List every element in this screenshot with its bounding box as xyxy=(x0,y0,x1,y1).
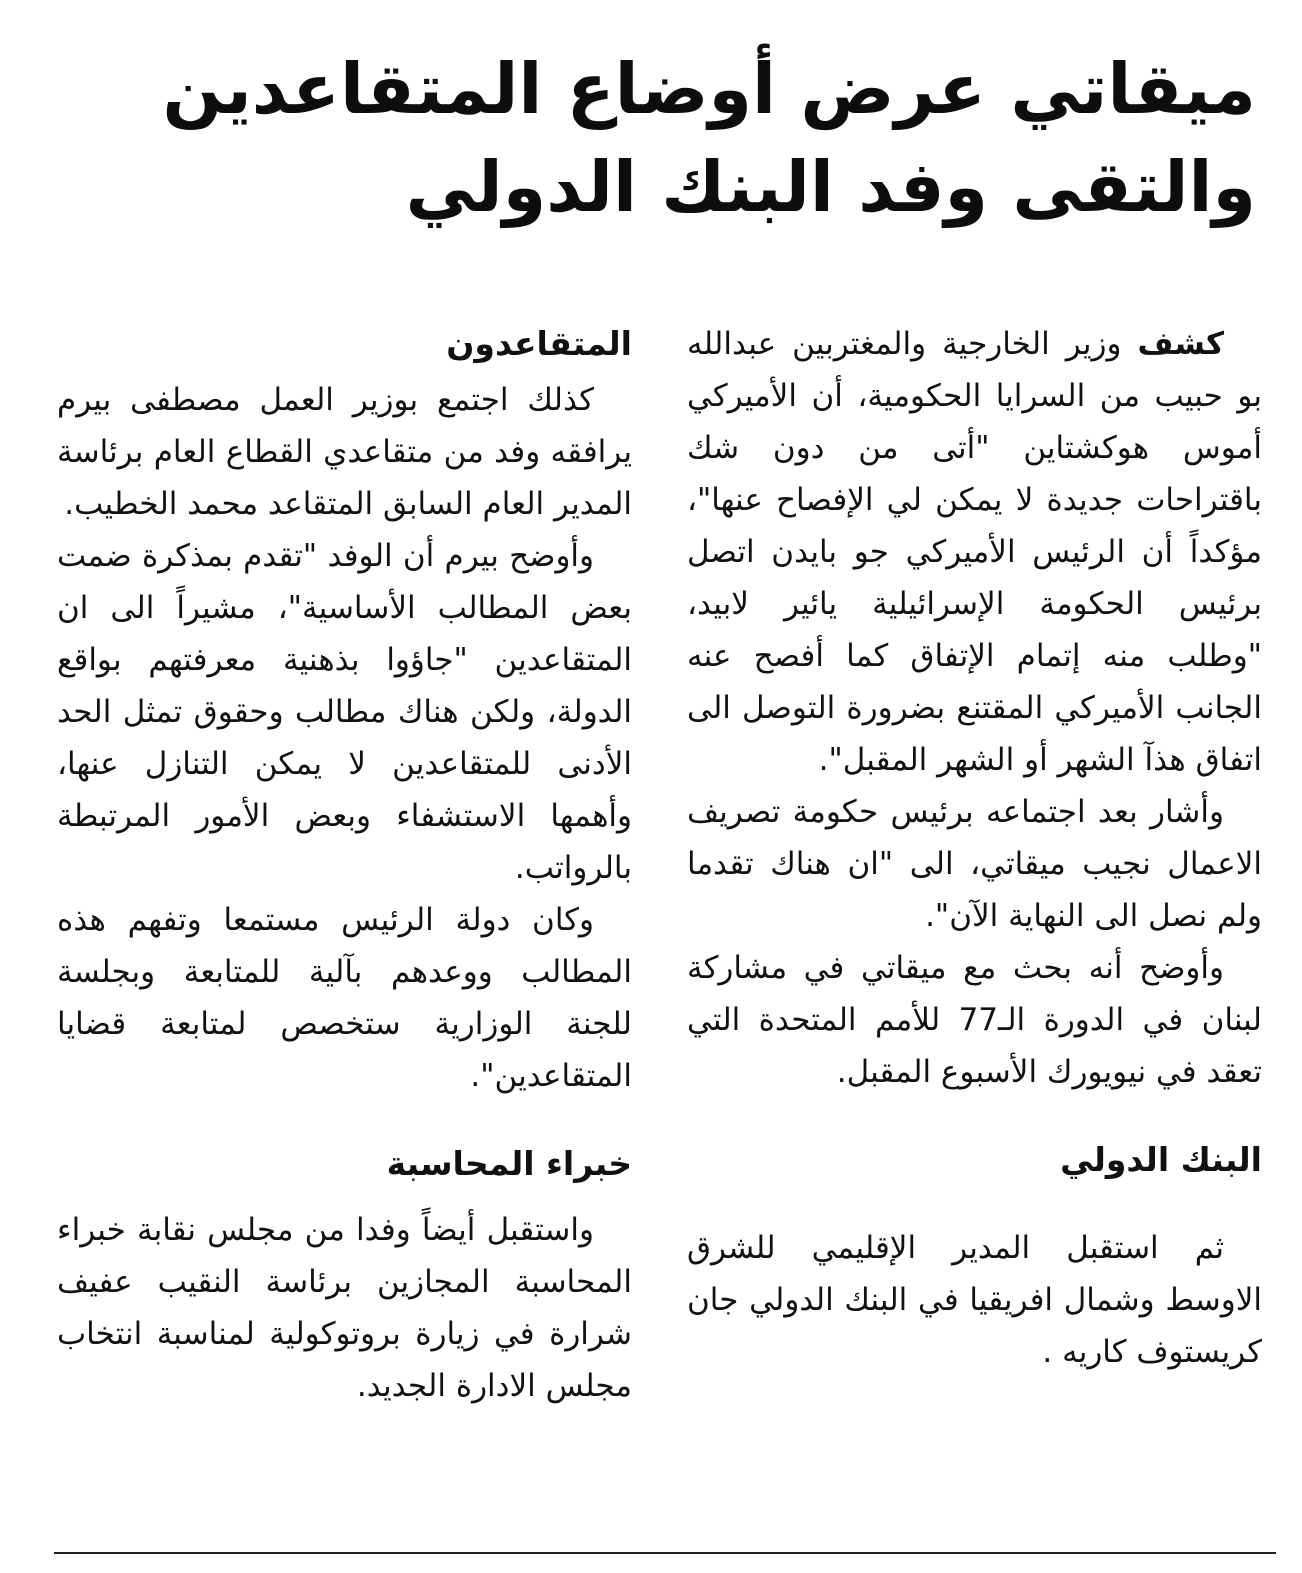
article-paragraph: وكان دولة الرئيس مستمعا وتفهم هذه المطالب ووعدهم بآلية للمتابعة وبجلسة للجنة الوزارية ستخصص لمتابعة قضايا المتقاعدين". xyxy=(57,902,632,1094)
article-paragraph: كذلك اجتمع بوزير العمل مصطفى بيرم يرافقه وفد من متقاعدي القطاع العام برئاسة المدير العام السابق المتقاعد محمد الخطيب. xyxy=(57,382,632,522)
subhead-world-bank: البنك الدولي xyxy=(1060,1140,1262,1179)
subhead-retirees: المتقاعدون xyxy=(446,324,632,363)
article-paragraph: وأوضح بيرم أن الوفد "تقدم بمذكرة ضمت بعض المطالب الأساسية"، مشيراً الى ان المتقاعدين "جاؤوا بذهنية معرفتهم بواقع الدولة، ولكن هناك مطالب وحقوق تمثل الحد الأدنى للمتقاعدين لا يمكن التنازل عنها، وأهمها الاستشفاء وبعض الأمور المرتبطة بالرواتب. xyxy=(57,538,632,886)
article-paragraph: وأوضح أنه بحث مع ميقاتي في مشاركة لبنان في الدورة الـ77 للأمم المتحدة التي تعقد في نيويورك الأسبوع المقبل. xyxy=(687,950,1262,1090)
article-paragraph: ثم استقبل المدير الإقليمي للشرق الاوسط وشمال افريقيا في البنك الدولي جان كريستوف كاريه . xyxy=(687,1230,1262,1370)
article-paragraph xyxy=(687,318,1262,786)
article-paragraph: وأشار بعد اجتماعه برئيس حكومة تصريف الاعمال نجيب ميقاتي، الى "ان هناك تقدما ولم نصل الى النهاية الآن". xyxy=(687,794,1262,934)
lead-word: كشف xyxy=(1137,326,1224,362)
bottom-divider xyxy=(54,1552,1276,1554)
headline-line-2: والتقى وفد البنك الدولي xyxy=(405,146,1256,228)
article-paragraph: واستقبل أيضاً وفدا من مجلس نقابة خبراء المحاسبة المجازين برئاسة النقيب عفيف شرارة في زيارة بروتوكولية لمناسبة انتخاب مجلس الادارة الجديد. xyxy=(57,1212,632,1404)
article-headline xyxy=(162,40,1256,236)
article-column-left xyxy=(57,318,632,1412)
subhead-accountants: خبراء المحاسبة xyxy=(386,1144,632,1183)
paragraph-text: وزير الخارجية والمغتربين عبدالله بو حبيب من السرايا الحكومية، أن الأميركي أموس هوكشتاين "أتى من دون شك باقتراحات جديدة لا يمكن لي الإفصاح عنها"، مؤكداً أن الرئيس الأميركي جو بايدن اتصل برئيس الحكومة الإسرائيلية يائير لابيد، "وطلب منه إتمام الإتفاق كما أفصح عنه الجانب الأميركي المقتنع بضرورة التوصل الى اتفاق هذآ الشهر أو الشهر المقبل". xyxy=(687,326,1262,778)
article-column-right xyxy=(687,318,1262,1378)
headline-line-1: ميقاتي عرض أوضاع المتقاعدين xyxy=(162,48,1256,130)
